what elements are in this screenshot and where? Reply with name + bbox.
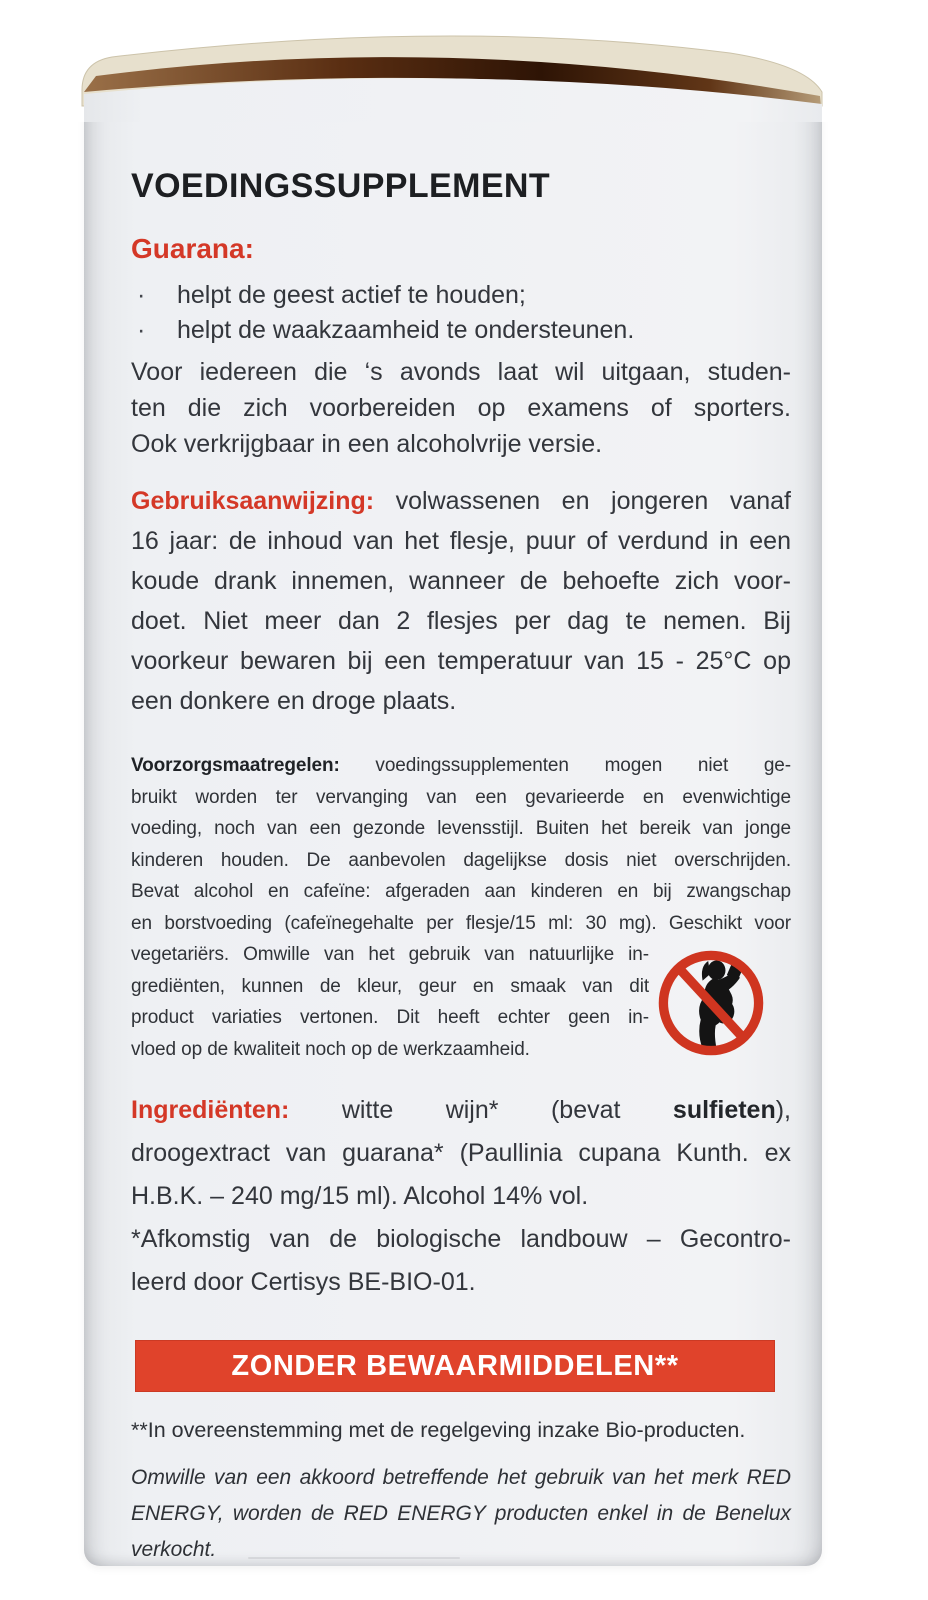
precautions-heading: Voorzorgsmaatregelen: — [131, 755, 340, 776]
text-line: Voor iedereen die ‘s avonds laat wil uitgaan, studen- — [131, 358, 791, 386]
text-line: een donkere en droge plaats. — [131, 687, 457, 715]
intro-paragraph — [131, 354, 791, 462]
text-line: 16 jaar: de inhoud van het flesje, puur of verdund in een — [131, 527, 791, 555]
text-line: Bevat alcohol en cafeïne: afgeraden aan kinderen en bij zwangschap — [131, 881, 791, 902]
ingredients-section — [131, 1089, 791, 1304]
text-line: verkocht. — [131, 1538, 217, 1561]
text-line: doet. Niet meer dan 2 flesjes per dag te nemen. Bij — [131, 607, 791, 635]
ingredients-heading: Ingrediënten: — [131, 1096, 290, 1124]
text-line: voorkeur bewaren bij een temperatuur van 15 - 25°C op — [131, 647, 791, 675]
list-item-text: helpt de waakzaamheid te ondersteunen. — [177, 316, 635, 344]
guarana-benefits-list — [131, 278, 791, 348]
text-line: vloed op de kwaliteit noch op de werkzaamheid. — [131, 1038, 530, 1060]
precautions-section — [131, 750, 791, 1065]
text-line: vegetariërs. Omwille van het gebruik van natuurlijke in- — [131, 944, 649, 965]
text-line: ENERGY, worden de RED ENERGY producten enkel in de Benelux — [131, 1502, 791, 1525]
page-title: VOEDINGSSUPPLEMENT — [131, 167, 551, 205]
text-line: bruikt worden ter vervanging van een gevarieerde en evenwichtige — [131, 786, 791, 808]
text-span: ), — [775, 1096, 791, 1124]
text-line: koude drank innemen, wanneer de behoefte zich voor- — [131, 567, 791, 595]
guarana-heading: Guarana: — [131, 233, 254, 264]
text-line: Ook verkrijgbaar in een alcoholvrije versie. — [131, 430, 603, 458]
usage-section — [131, 481, 791, 721]
text-line: kinderen houden. De aanbevolen dagelijkse dosis niet overschrijden. — [131, 849, 791, 871]
text-line: *Afkomstig van de biologische landbouw – Gecontro- — [131, 1225, 791, 1253]
text-span: voedingssupplementen mogen niet ge- — [339, 755, 791, 776]
bullet-dot: · — [137, 281, 146, 309]
text-span: witte wijn* (bevat — [289, 1096, 673, 1124]
usage-heading: Gebruiksaanwijzing: — [131, 487, 375, 515]
text-line — [131, 481, 791, 521]
list-item-text: helpt de geest actief te houden; — [177, 281, 526, 309]
bullet-dot: · — [137, 316, 146, 344]
text-line: Omwille van een akkoord betreffende het gebruik van het merk RED — [131, 1466, 791, 1489]
precautions-narrow-column — [131, 939, 649, 1065]
text-line: droogextract van guarana* (Paullinia cupana Kunth. ex — [131, 1139, 791, 1167]
label-content — [84, 100, 822, 1568]
list-item — [131, 313, 791, 348]
text-line — [131, 750, 791, 782]
allergen-bold: sulfieten — [672, 1096, 776, 1124]
precautions-wrap-row — [131, 939, 791, 1065]
package-panel — [84, 100, 822, 1566]
text-line: leerd door Certisys BE-BIO-01. — [131, 1268, 476, 1296]
text-line: H.B.K. – 240 mg/15 ml). Alcohol 14% vol. — [131, 1182, 589, 1210]
text-line: en borstvoeding (cafeïnegehalte per flesje/15 ml: 30 mg). Geschikt voor — [131, 912, 791, 934]
banner-label: ZONDER BEWAARMIDDELEN** — [231, 1349, 679, 1382]
text-span: volwassenen en jongeren vanaf — [374, 487, 791, 515]
text-line: product variaties vertonen. Dit heeft echter geen in- — [131, 1007, 649, 1028]
bio-regulation-note: **In overeenstemming met de regelgeving inzake Bio-producten. — [131, 1418, 746, 1442]
no-preservatives-banner — [135, 1340, 775, 1392]
text-line: grediënten, kunnen de kleur, geur en smaak van dit — [131, 975, 649, 997]
text-line — [131, 1089, 791, 1132]
no-alcohol-during-pregnancy-icon — [649, 939, 791, 1065]
text-line: ten die zich voorbereiden op examens of sporters. — [131, 394, 791, 422]
trademark-note — [131, 1460, 791, 1568]
text-line: voeding, noch van een gezonde levensstijl. Buiten het bereik van jonge — [131, 818, 791, 839]
list-item — [131, 278, 791, 313]
